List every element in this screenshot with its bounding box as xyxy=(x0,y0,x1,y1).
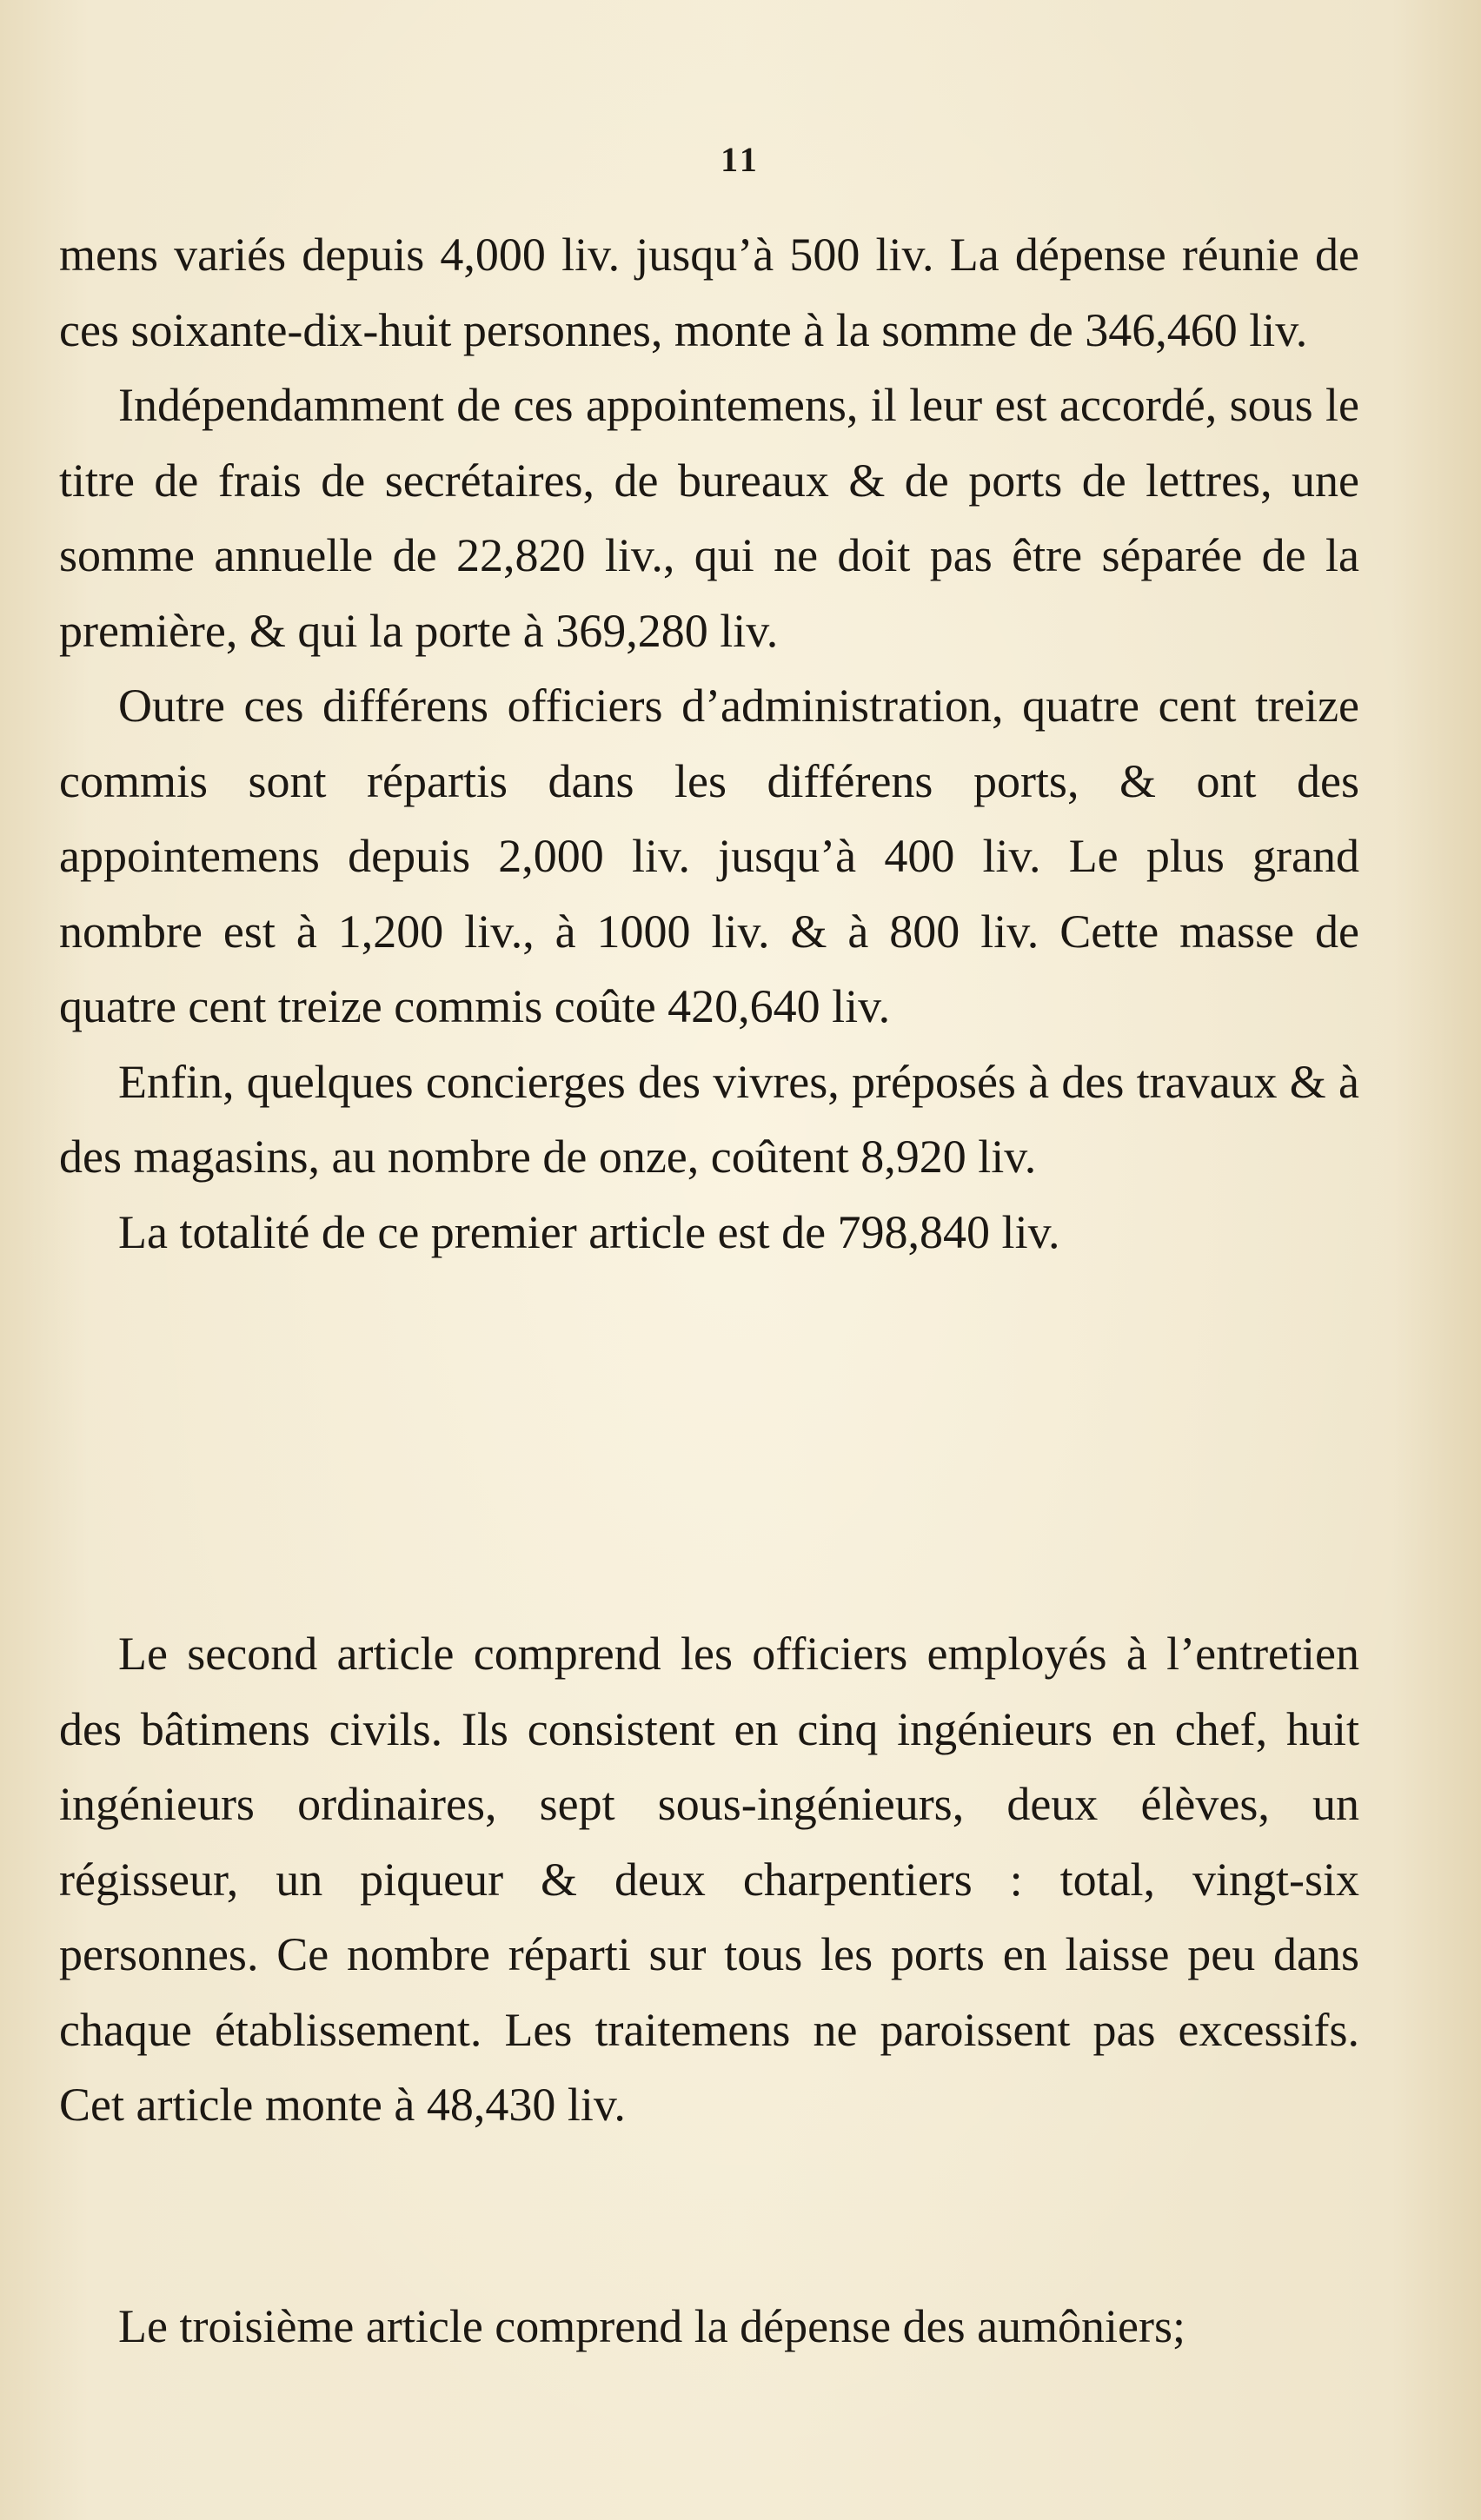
paragraph-5: La totalité de ce premier article est de 798,840 liv. xyxy=(118,1205,1060,1258)
paragraph-1: mens variés depuis 4,000 liv. jusqu’à 500 liv. La dépense réunie de ces soixante-dix-huit personnes, monte à la somme de 346,460 liv. xyxy=(59,229,1359,356)
paragraph-4: Enfin, quelques concierges des vivres, préposés à des travaux & à des magasins, au nombre de onze, coûtent 8,920 liv. xyxy=(59,1055,1359,1183)
text-block-2 xyxy=(59,1616,1359,2143)
paragraph-7: Le troisième article comprend la dépense des aumôniers; xyxy=(118,2300,1186,2352)
text-block-3 xyxy=(59,2289,1359,2364)
paragraph-3: Outre ces différens officiers d’administration, quatre cent treize commis sont répartis dans les différens ports, & ont des appointemens depuis 2,000 liv. jusqu’à 400 liv. Le plus grand nombre est à 1,200 liv., à 1000 liv. & à 800 liv. Cette masse de quatre cent treize commis coûte 420,640 liv. xyxy=(59,680,1359,1032)
page-number: 11 xyxy=(721,140,760,179)
text-block-1 xyxy=(59,217,1359,1270)
paragraph-2: Indépendamment de ces appointemens, il leur est accordé, sous le titre de frais de secrétaires, de bureaux & de ports de lettres, une somme annuelle de 22,820 liv., qui ne doit pas être séparée de la première, & qui la porte à 369,280 liv. xyxy=(59,379,1359,657)
paragraph-6: Le second article comprend les officiers employés à l’entretien des bâtimens civils. Ils consistent en cinq ingénieurs en chef, huit ingénieurs ordinaires, sept sous-ingénieurs, deux élèves, un régisseur, un piqueur & deux charpentiers : total, vingt-six personnes. Ce nombre réparti sur tous les ports en laisse peu dans chaque établissement. Les traitemens ne paroissent pas excessifs. Cet article monte à 48,430 liv. xyxy=(59,1628,1359,2131)
